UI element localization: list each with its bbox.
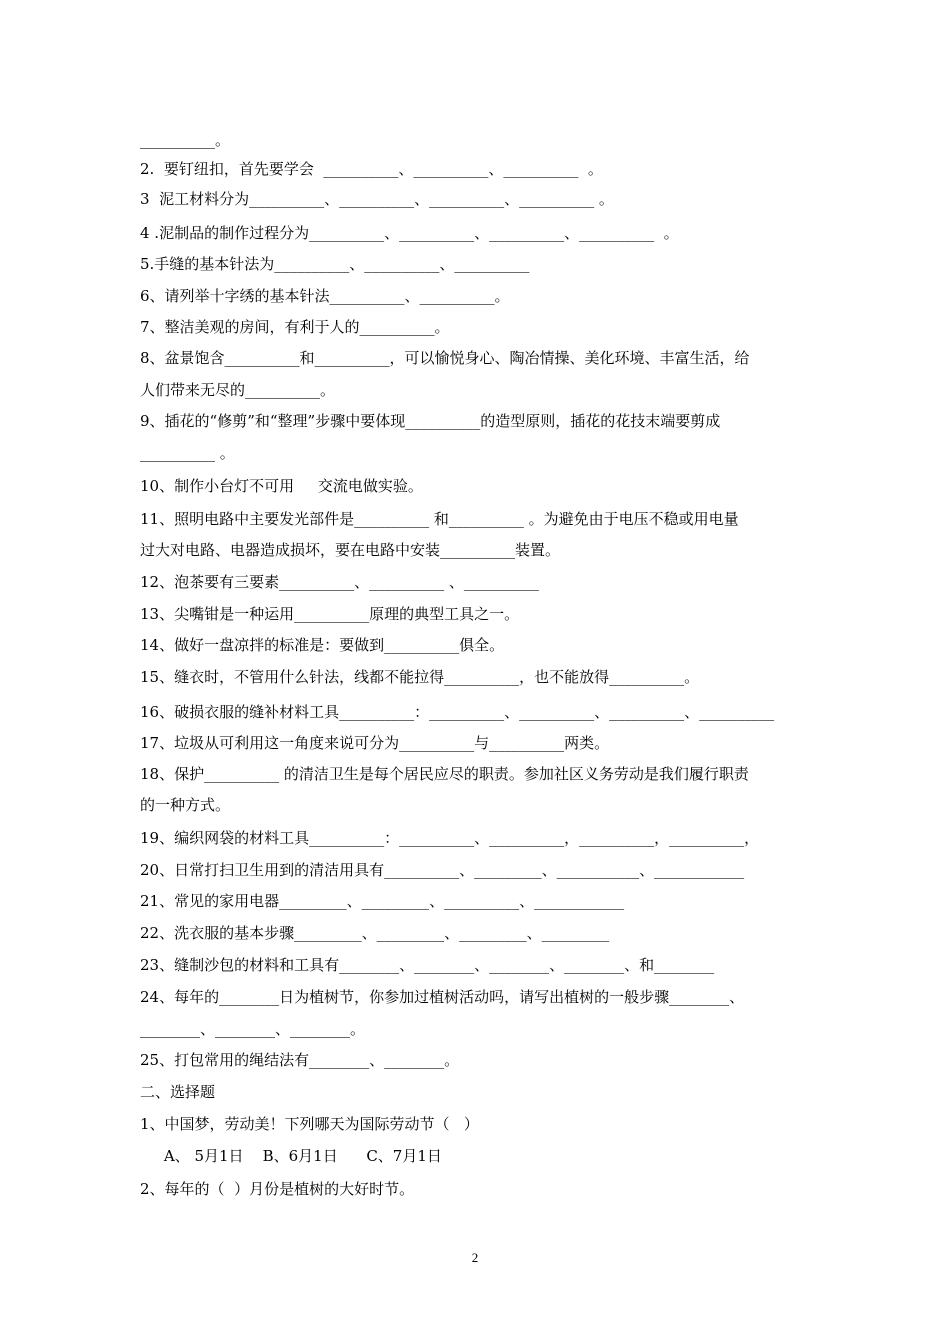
text-line: 25、打包常用的绳结法有________、________。 <box>140 1051 460 1069</box>
text-line: 10、制作小台灯不可用 交流电做实验。 <box>140 477 423 495</box>
answer-options: A、 5月1日 B、6月1日 C、7月1日 <box>140 1147 442 1165</box>
text-line: 16、破损衣服的缝补材料工具__________：__________、__________、__________、__________ <box>140 703 775 721</box>
question-text: 1、中国梦，劳动美！下列哪天为国际劳动节（ ） <box>140 1115 479 1133</box>
text-line: __________ 。 <box>140 444 235 462</box>
text-line: 11、照明电路中主要发光部件是__________ 和__________ 。为避免由于电压不稳或用电量 <box>140 510 739 528</box>
page-number: 2 <box>471 1250 479 1265</box>
text-line: 18、保护__________ 的清洁卫生是每个居民应尽的职责。参加社区义务劳动是我们履行职责 <box>140 765 749 783</box>
text-line: 的一种方式。 <box>140 796 231 814</box>
text-line: 6、请列举十字绣的基本针法__________、__________。 <box>140 287 510 305</box>
text-line: 2. 要钉纽扣，首先要学会 __________、__________、__________ 。 <box>140 160 603 178</box>
text-line: 23、缝制沙包的材料和工具有________、________、________、________、和________ <box>140 956 715 974</box>
section-heading: 二、选择题 <box>140 1083 216 1101</box>
text-line: 13、尖嘴钳是一种运用__________原理的典型工具之一。 <box>140 605 520 623</box>
text-line: 过大对电路、电器造成损坏，要在电路中安装__________装置。 <box>140 541 561 559</box>
text-line: 22、洗衣服的基本步骤_________、_________、_________、_________ <box>140 924 610 942</box>
text-line: 24、每年的________日为植树节，你参加过植树活动吗，请写出植树的一般步骤________、 <box>140 988 745 1006</box>
text-line: 17、垃圾从可利用这一角度来说可分为__________与__________两类。 <box>140 734 610 752</box>
text-line: ________、________、________。 <box>140 1020 366 1038</box>
question-text: 2、每年的（ ）月份是植树的大好时节。 <box>140 1180 415 1198</box>
text-line: 人们带来无尽的__________。 <box>140 381 336 399</box>
text-line: 9、插花的“修剪”和“整理”步骤中要体现__________的造型原则，插花的花技末端要剪成 <box>140 412 721 430</box>
text-line: 20、日常打扫卫生用到的清洁用具有__________、_________、___________、____________ <box>140 861 745 879</box>
text-line: 19、编织网袋的材料工具__________：__________、__________，__________，__________， <box>140 829 760 847</box>
text-line: 21、常见的家用电器_________、_________、__________、____________ <box>140 892 625 910</box>
text-line: 12、泡茶要有三要素__________、__________ 、__________ <box>140 573 539 591</box>
text-line: 7、整洁美观的房间，有利于人的__________。 <box>140 318 450 336</box>
text-line: 14、做好一盘凉拌的标准是：要做到__________俱全。 <box>140 636 505 654</box>
text-line: __________。 <box>140 131 231 149</box>
text-line: 8、盆景饱含__________和__________，可以愉悦身心、陶冶情操、美化环境、丰富生活，给 <box>140 349 750 367</box>
text-line: 3 泥工材料分为__________、__________、__________、__________ 。 <box>140 190 614 208</box>
text-line: 15、缝衣时，不管用什么针法，线都不能拉得__________，也不能放得__________。 <box>140 668 700 686</box>
text-line: 5.手缝的基本针法为__________、__________、__________ <box>140 255 530 273</box>
text-line: 4 .泥制品的制作过程分为__________、__________、__________、__________ 。 <box>140 224 679 242</box>
